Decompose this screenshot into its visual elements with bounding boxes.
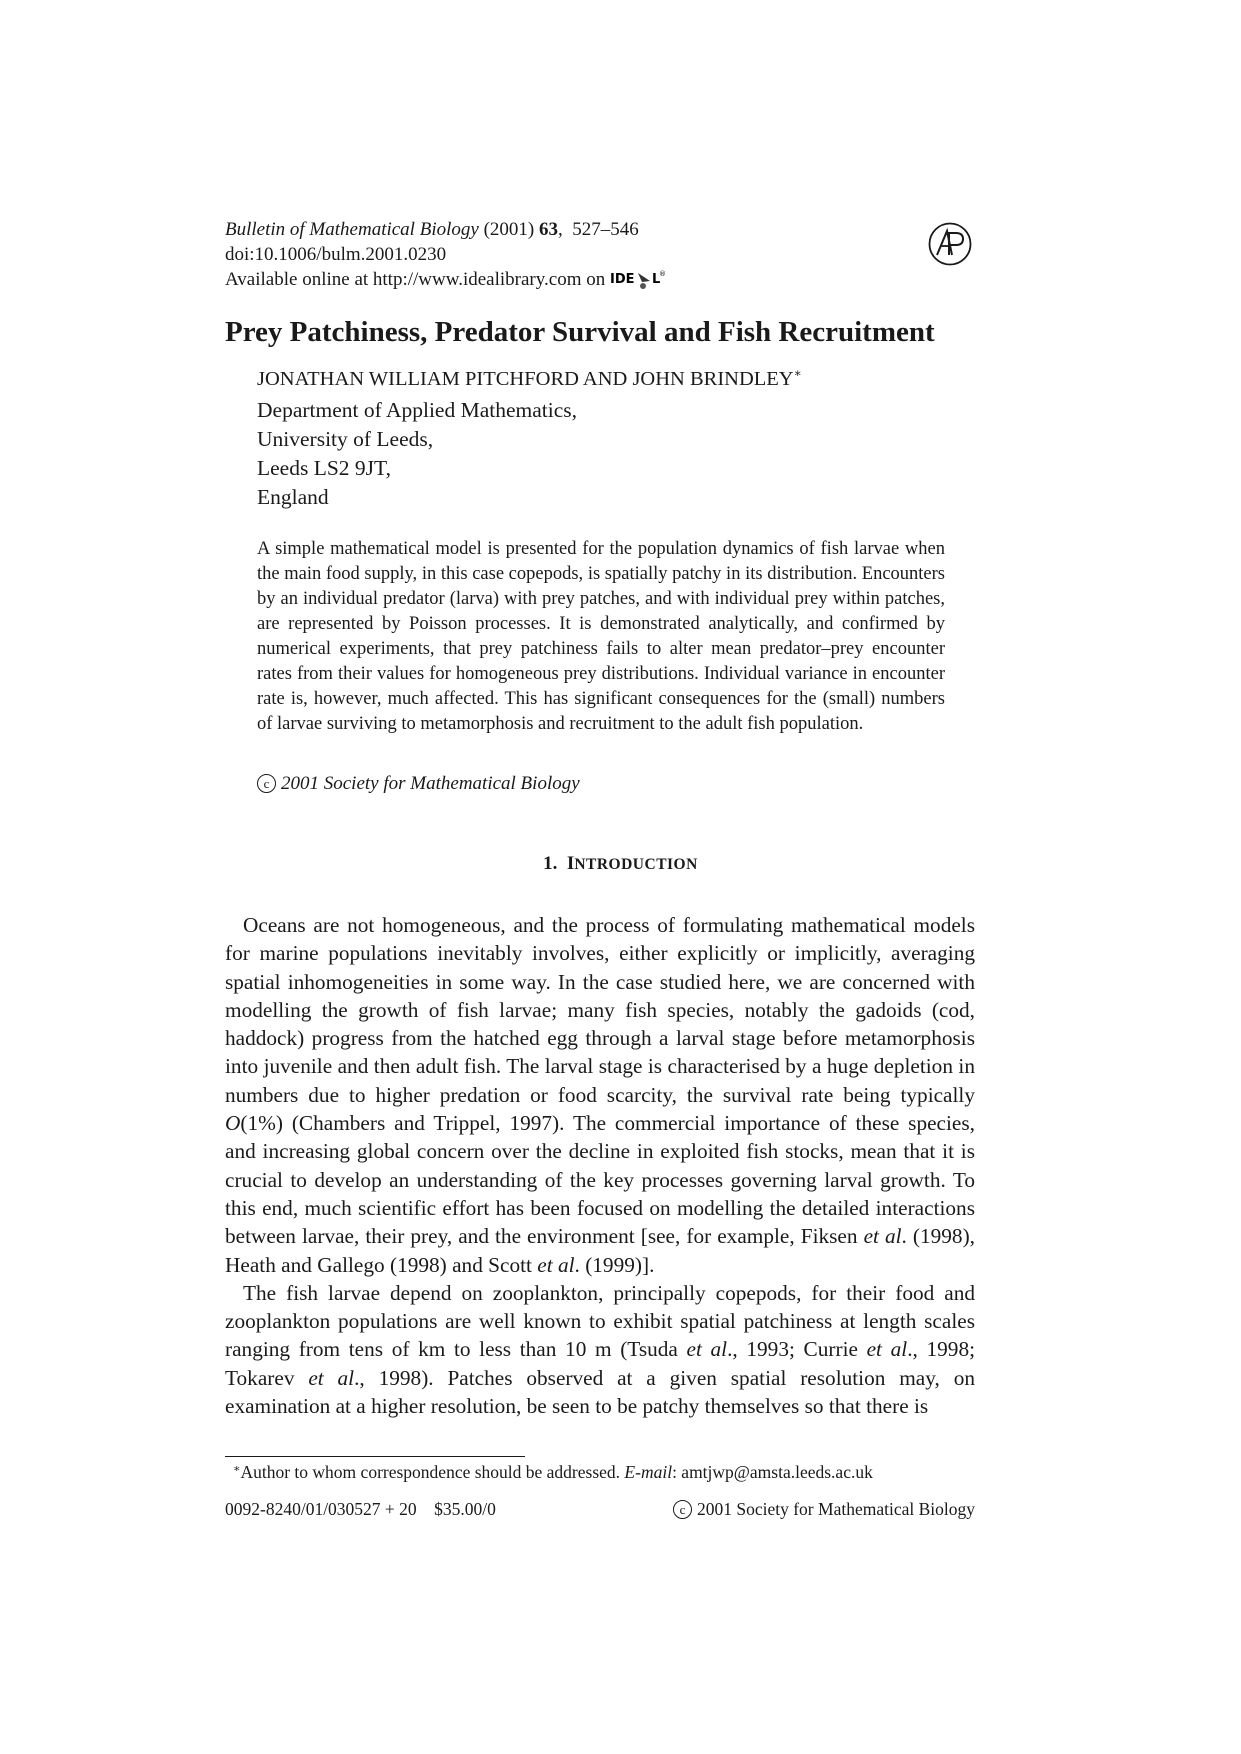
footnote-text: Author to whom correspondence should be addressed. <box>240 1462 625 1482</box>
copyright-text: 2001 Society for Mathematical Biology <box>281 773 580 794</box>
et-al: et al <box>537 1252 575 1277</box>
et-al: et al <box>866 1337 908 1362</box>
svg-text:IDE: IDE <box>610 272 635 287</box>
section-heading <box>0 853 1241 875</box>
paper-title: Prey Patchiness, Predator Survival and Fish Recruitment <box>225 316 935 348</box>
et-al: et al <box>686 1337 728 1362</box>
journal-volume: 63 <box>538 219 558 240</box>
abstract: A simple mathematical model is presented for the population dynamics of fish larvae when the main food supply, in this case copepods, is spatially patchy in its distribution. Encounters by an individual predator (larva) with prey patches, and with individual prey within patches, are represented by Poisson processes. It is demonstrated analytically, and confirmed by numerical experiments, that prey patchiness fails to alter mean predator–prey encounter rates from their values for homogeneous prey distributions. Individual variance in encounter rate is, however, much affected. This has significant consequences for the (small) numbers of larvae surviving to metamorphosis and recruitment to the adult fish population. <box>257 539 945 734</box>
citation-line: Bulletin of Mathematical Biology (2001) 63, 527–546 <box>225 219 639 240</box>
text-run: (1%) (Chambers and Trippel, 1997). The commercial importance of these species, and increasing global concern over the decline in exploited fish stocks, mean that it is crucial to develop an understanding of the key processes governing larval growth. To this end, much scientific effort has been focused on modelling the detailed interactions between larvae, their prey, and the environment [see, for example, Fiksen <box>225 1111 975 1249</box>
et-al: et al <box>308 1365 355 1390</box>
body-text <box>225 911 975 1420</box>
academic-press-logo <box>928 222 972 266</box>
journal-name: Bulletin of Mathematical Biology <box>225 219 479 240</box>
author-names: JONATHAN WILLIAM PITCHFORD AND JOHN BRINDLEY <box>257 368 794 390</box>
section-number: 1. <box>543 853 558 874</box>
email-address: : amtjwp@amsta.leeds.ac.uk <box>672 1462 873 1482</box>
et-al: et al <box>863 1224 902 1249</box>
svg-text:L: L <box>652 272 661 287</box>
text-run: . (1998), Heath and Gallego (1998) and Scott <box>225 1224 975 1277</box>
footer-copyright-text: 2001 Society for Mathematical Biology <box>696 1499 975 1519</box>
journal-year: (2001) <box>483 219 535 240</box>
text-run: The fish larvae depend on zooplankton, principally copepods, for their food and zooplankton populations are well known to exhibit spatial patchiness at length scales ranging from tens of km to less than 10 m (Tsuda <box>225 1280 975 1362</box>
footnote-rule <box>225 1456 525 1457</box>
footnote <box>233 1462 873 1483</box>
online-text: Available online at http://www.idealibrary.com on <box>225 269 606 290</box>
footer-code <box>225 1499 496 1520</box>
section-title-rest: NTRODUCTION <box>574 856 698 873</box>
footer-copyright <box>673 1499 975 1520</box>
online-availability <box>225 267 666 292</box>
footnote-mark: ∗ <box>233 1463 241 1475</box>
copyright-notice <box>257 773 580 795</box>
paragraph <box>225 1279 975 1420</box>
authors <box>257 368 802 391</box>
journal-header <box>225 217 666 292</box>
article-code: 0092-8240/01/030527 + 20 <box>225 1499 417 1519</box>
text-run: ., 1993; Currie <box>727 1337 867 1362</box>
copyright-symbol: c <box>257 774 276 793</box>
affiliation <box>257 396 577 512</box>
article-price: $35.00/0 <box>434 1499 496 1519</box>
text-run: ., 1998; Tokarev <box>225 1337 976 1390</box>
text-run: ., 1998). Patches observed at a given spatial resolution may, on examination at a higher resolution, be seen to be patchy themselves so that there is <box>225 1365 975 1419</box>
text-run: . (1999)]. <box>574 1252 655 1277</box>
doi: doi:10.1006/bulm.2001.0230 <box>225 244 447 265</box>
math-symbol: O <box>225 1111 241 1136</box>
ideal-logo <box>610 268 666 290</box>
email-label: E-mail <box>624 1462 673 1482</box>
affiliation-line: England <box>257 485 329 509</box>
author-footnote-mark: ∗ <box>793 366 802 380</box>
paragraph <box>225 911 975 1279</box>
affiliation-line: Leeds LS2 9JT, <box>257 456 391 480</box>
text-run: Oceans are not homogeneous, and the process of formulating mathematical models for marine populations inevitably involves, either explicitly or implicitly, averaging spatial inhomogeneities in some way. In the case studied here, we are concerned with modelling the growth of fish larvae; many fish species, notably the gadoids (cod, haddock) progress from the hatched egg through a larval stage before metamorphosis into juvenile and then adult fish. The larval stage is characterised by a huge depletion in numbers due to higher predation or food scarcity, the survival rate being typically <box>225 913 975 1107</box>
section-title-initial: I <box>566 853 575 874</box>
copyright-symbol: c <box>673 1500 692 1519</box>
journal-pages: 527–546 <box>572 219 639 240</box>
affiliation-line: Department of Applied Mathematics, <box>257 398 578 422</box>
svg-text:®: ® <box>659 270 666 278</box>
affiliation-line: University of Leeds, <box>257 427 434 451</box>
